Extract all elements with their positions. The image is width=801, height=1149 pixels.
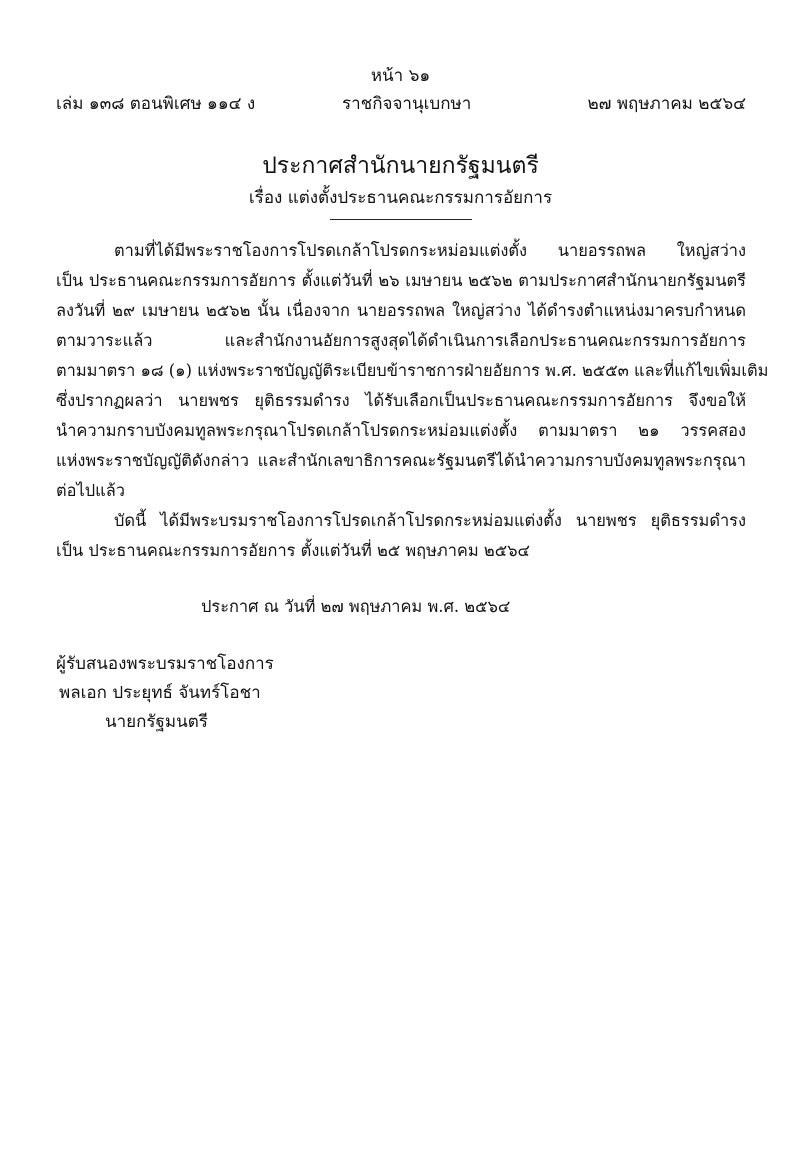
- paragraph1-line: ตามวาระแล้ว และสำนักงานอัยการสูงสุดได้ดำเนินการเลือกประธานคณะกรรมการอัยการ: [56, 331, 746, 350]
- announcement-date: ประกาศ ณ วันที่ ๒๗ พฤษภาคม พ.ศ. ๒๕๖๔: [201, 597, 511, 616]
- gazette-name: ราชกิจจานุเบกษา: [342, 94, 472, 114]
- gazette-date: ๒๗ พฤษภาคม ๒๕๖๔: [587, 94, 746, 114]
- paragraph1-line: นำความกราบบังคมทูลพระกรุณาโปรดเกล้าโปรดกระหม่อมแต่งตั้ง ตามมาตรา ๒๑ วรรคสอง: [56, 421, 746, 440]
- signatory-name: พลเอก ประยุทธ์ จันทร์โอชา: [59, 683, 261, 703]
- signatory-position: นายกรัฐมนตรี: [105, 712, 208, 732]
- paragraph1-line: เป็น ประธานคณะกรรมการอัยการ ตั้งแต่วันที่ ๒๖ เมษายน ๒๕๖๒ ตามประกาศสำนักนายกรัฐมนตรี: [56, 271, 746, 290]
- paragraph2-line: เป็น ประธานคณะกรรมการอัยการ ตั้งแต่วันที่ ๒๕ พฤษภาคม ๒๕๖๔: [56, 541, 530, 560]
- volume-info: เล่ม ๑๓๘ ตอนพิเศษ ๑๑๔ ง: [56, 94, 256, 114]
- paragraph1-line: ต่อไปแล้ว: [56, 481, 125, 500]
- paragraph2-line: บัดนี้ ได้มีพระบรมราชโองการโปรดเกล้าโปรดกระหม่อมแต่งตั้ง นายพชร ยุติธรรมดำรง: [114, 511, 746, 530]
- gazette-header: [56, 90, 746, 116]
- countersign-label: ผู้รับสนองพระบรมราชโองการ: [56, 654, 274, 674]
- title-divider: [330, 219, 472, 220]
- paragraph1-line: ตามมาตรา ๑๘ (๑) แห่งพระราชบัญญัติระเบียบข้าราชการฝ่ายอัยการ พ.ศ. ๒๕๕๓ และที่แก้ไขเพิ่มเติม: [56, 361, 769, 380]
- paragraph1-line: แห่งพระราชบัญญัติดังกล่าว และสำนักเลขาธิการคณะรัฐมนตรีได้นำความกราบบังคมทูลพระกรุณา: [56, 451, 746, 470]
- paragraph1-line: ลงวันที่ ๒๙ เมษายน ๒๕๖๒ นั้น เนื่องจาก นายอรรถพล ใหญ่สว่าง ได้ดำรงตำแหน่งมาครบกำหนด: [56, 301, 746, 320]
- paragraph1-line: ซึ่งปรากฏผลว่า นายพชร ยุติธรรมดำรง ได้รับเลือกเป็นประธานคณะกรรมการอัยการ จึงขอให้: [56, 391, 746, 410]
- page-number: หน้า ๖๑: [370, 66, 431, 86]
- document-title: ประกาศสำนักนายกรัฐมนตรี: [262, 153, 539, 179]
- paragraph1-line: ตามที่ได้มีพระราชโองการโปรดเกล้าโปรดกระหม่อมแต่งตั้ง นายอรรถพล ใหญ่สว่าง: [114, 241, 746, 260]
- document-subject: เรื่อง แต่งตั้งประธานคณะกรรมการอัยการ: [248, 188, 553, 208]
